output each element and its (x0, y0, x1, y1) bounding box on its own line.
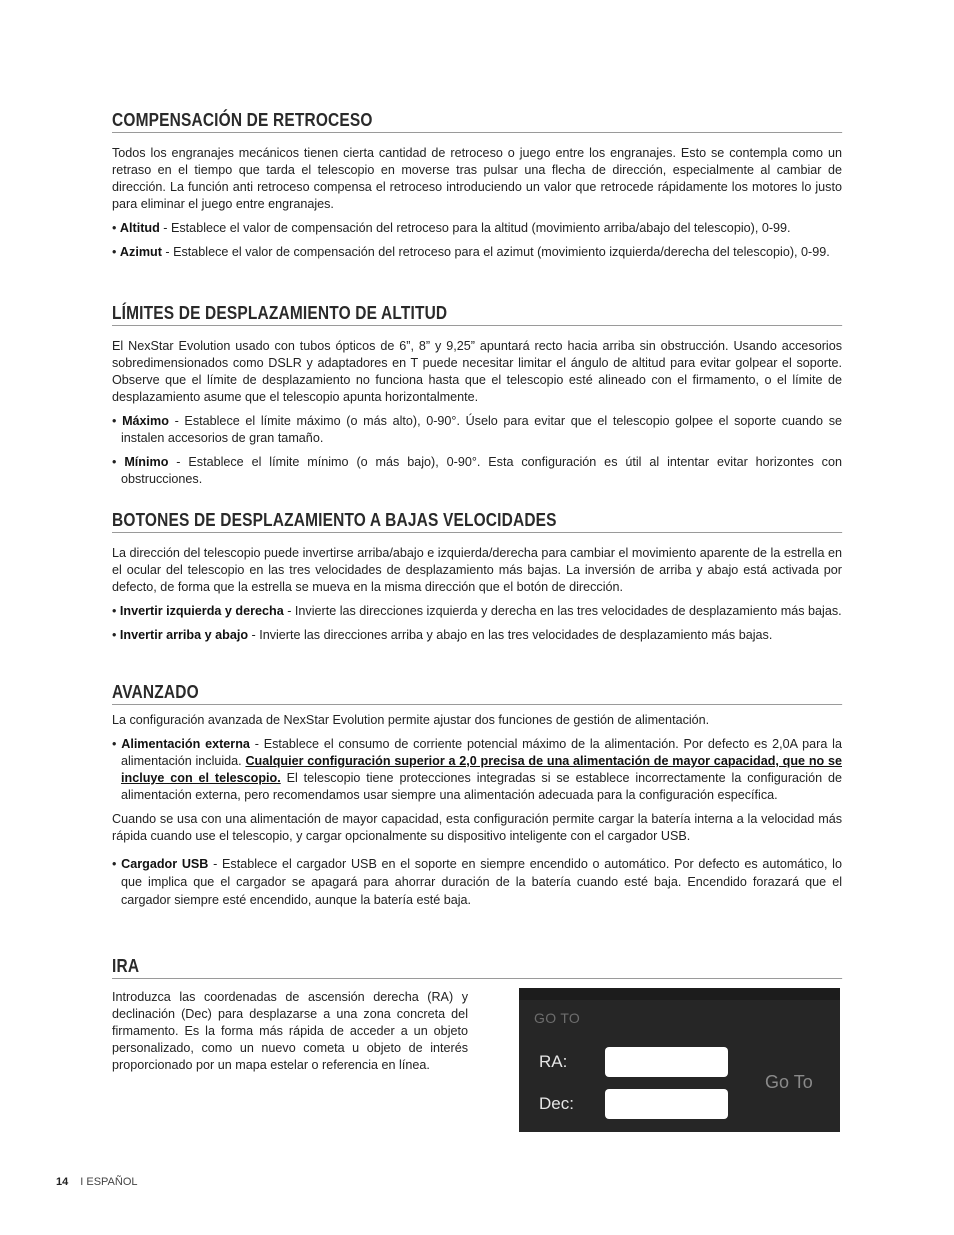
bullet-text: - Establece el valor de compensación del retroceso para la altitud (movimiento arriba/abajo del telescopio), 0-99. (159, 221, 791, 235)
bullet-item: • Cargador USB - Establece el cargador USB en el soporte en siempre encendido o automático. Por defecto es automático, lo que implica que el cargador se apagará para ahorrar duración de la batería cuando esté baja. Encendido forazará que el cargador siempre esté encendido, aunque la batería esté baja. (112, 857, 842, 907)
bullet-text: - Invierte las direcciones arriba y abajo en las tres velocidades de desplazamiento más bajas. (248, 628, 773, 642)
section-title: COMPENSACIÓN DE RETROCESO (112, 110, 842, 133)
section-backlash (112, 110, 842, 261)
bullet-term: Mínimo (124, 455, 169, 469)
bullet-item: • Alimentación externa - Establece el consumo de corriente potencial máximo de la alimentación. Por defecto es 2,0A para la alimentación incluida. Cualquier configuración superior a 2,0 precisa de una alimentación de mayor capacidad, que no se incluye con el telescopio. El telescopio tiene protecciones integradas si se establece incorrectamente la configuración de alimentación externa, pero recomendamos usar siempre una alimentación adecuada para la configuración específica. (112, 737, 843, 802)
bullet-item: • Invertir arriba y abajo - Invierte las direcciones arriba y abajo en las tres velocidades de desplazamiento más bajas. (112, 628, 773, 642)
bullet-term: Máximo (122, 414, 169, 428)
paragraph: La dirección del telescopio puede invertirse arriba/abajo e izquierda/derecha para cambiar el movimiento aparente de la estrella en el ocular del telescopio en las tres velocidades de desplazamiento más bajas. La inversión de arriba y abajo está activada por defecto, de forma que la estrella se mueva en la misma dirección que el botón de dirección. (112, 546, 842, 594)
section-title: LÍMITES DE DESPLAZAMIENTO DE ALTITUD (112, 303, 842, 326)
bullet-term: Invertir izquierda y derecha (119, 604, 284, 618)
section-low-speed (112, 510, 842, 644)
bullet-text: El telescopio tiene protecciones integradas si se establece incorrectamente la configuración de alimentación externa, pero recomendamos usar siempre una alimentación adecuada para la configuración específica. (121, 771, 843, 802)
bullet-item: • Azimut - Establece el valor de compensación del retroceso para el azimut (movimiento izquierda/derecha del telescopio), 0-99. (112, 245, 830, 259)
underlined-warning: Cualquier configuración superior a 2,0 precisa de una alimentación de mayor capacidad, que no se incluye con el telescopio. (121, 754, 842, 785)
dec-input[interactable] (605, 1089, 728, 1119)
dec-label: Dec: (539, 1094, 574, 1113)
paragraph: Introduzca las coordenadas de ascensión derecha (RA) y declinación (Dec) para desplazarse a una zona concreta del firmamento. Es la forma más rápida de acceder a un objeto personalizado, como un nuevo cometa u objeto de interés proporcionado por un mapa estelar o referencia en línea. (112, 990, 468, 1072)
bullet-term: Cargador USB (121, 857, 209, 871)
section-title: IRA (112, 956, 842, 979)
bullet-text: - Establece el límite mínimo (o más bajo), 0-90°. Esta configuración es útil al intentar evitar horizontes con obstrucciones. (121, 455, 842, 486)
bullet-term: Invertir arriba y abajo (119, 628, 249, 642)
paragraph: Todos los engranajes mecánicos tienen cierta cantidad de retroceso o juego entre los engranajes. Esto se contempla como un retraso en el tiempo que tarda el telescopio en moverse tras pulsar una flecha de dirección, especialmente al cambiar de dirección. La función anti retroceso compensa el retroceso introduciendo un valor que retrocede rápidamente los motores lo justo para eliminar el juego entre engranajes. (112, 146, 842, 211)
bullet-item: • Máximo - Establece el límite máximo (o más alto), 0-90°. Úselo para evitar que el telescopio golpee el soporte cuando se instalen accesorios de gran tamaño. (112, 414, 842, 445)
panel-header-bar (519, 988, 840, 1000)
paragraph: Cuando se usa con una alimentación de mayor capacidad, esta configuración permite cargar la batería interna a la velocidad más rápida cuando use el telescopio, y cargar opcionalmente su dispositivo inteligente con el cargador USB. (112, 812, 842, 843)
page-footer (56, 1176, 138, 1188)
bullet-term: Alimentación externa (121, 737, 250, 751)
paragraph: El NexStar Evolution usado con tubos ópticos de 6”, 8” y 9,25” apuntará recto hacia arriba sin obstrucción. Usando accesorios sobredimensionados como DSLR y adaptadores en T puede necesitar limitar el ángulo de altitud para evitar golpear el soporte. Observe que el límite de desplazamiento no funciona hasta que el telescopio esté alineado con el firmamento, o el límite de desplazamiento asume que el telescopio apunta horizontalmente. (112, 339, 842, 404)
page-number: 14 (56, 1176, 69, 1188)
bullet-item: • Invertir izquierda y derecha - Invierte las direcciones izquierda y derecha en las tres velocidades de desplazamiento más bajas. (112, 604, 842, 618)
goto-panel-screenshot (519, 988, 840, 1132)
bullet-text: - Establece el límite máximo (o más alto), 0-90°. Úselo para evitar que el telescopio golpee el soporte cuando se instalen accesorios de gran tamaño. (121, 414, 842, 445)
bullet-text: - Establece el cargador USB en el soporte en siempre encendido o automático. Por defecto es automático, lo que implica que el cargador se apagará para ahorrar duración de la batería cuando esté baja. Encendido forazará que el cargador siempre esté encendido, aunque la batería esté baja. (121, 857, 842, 907)
footer-language: I ESPAÑOL (80, 1176, 138, 1188)
section-title: BOTONES DE DESPLAZAMIENTO A BAJAS VELOCIDADES (112, 510, 842, 533)
bullet-text: - Establece el consumo de corriente potencial máximo de la alimentación. Por defecto es 2,0A para la alimentación incluida. (121, 737, 842, 768)
ra-input[interactable] (605, 1047, 728, 1077)
goto-button[interactable]: Go To (765, 1072, 813, 1092)
section-altitude-limits (112, 303, 842, 488)
bullet-term: Altitud (119, 221, 160, 235)
section-title: AVANZADO (112, 682, 842, 705)
section-advanced (112, 682, 842, 909)
bullet-item: • Mínimo - Establece el límite mínimo (o más bajo), 0-90°. Esta configuración es útil al intentar evitar horizontes con obstrucciones. (112, 455, 842, 486)
bullet-term: Azimut (119, 245, 162, 259)
ra-label: RA: (539, 1052, 568, 1071)
panel-title: GO TO (534, 1010, 581, 1026)
bullet-text: - Establece el valor de compensación del retroceso para el azimut (movimiento izquierda/derecha del telescopio), 0-99. (161, 245, 830, 259)
bullet-text: - Invierte las direcciones izquierda y derecha en las tres velocidades de desplazamiento más bajas. (283, 604, 842, 618)
paragraph: La configuración avanzada de NexStar Evolution permite ajustar dos funciones de gestión de alimentación. (112, 713, 710, 727)
bullet-item: • Altitud - Establece el valor de compensación del retroceso para la altitud (movimiento arriba/abajo del telescopio), 0-99. (112, 221, 791, 235)
